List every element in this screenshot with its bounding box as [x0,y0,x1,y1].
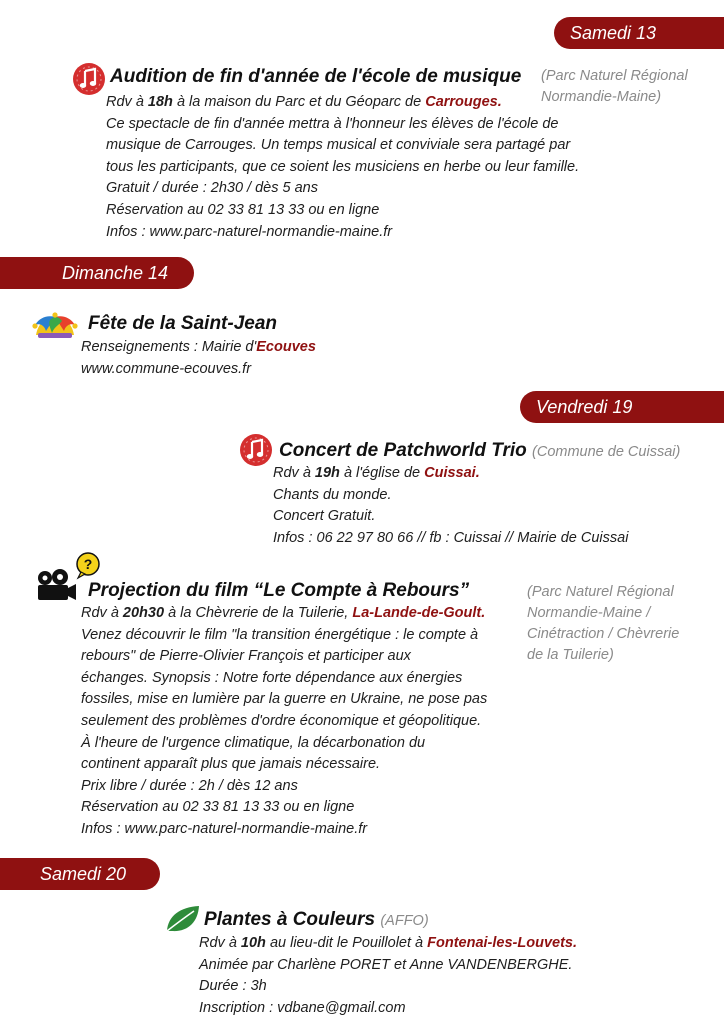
detail-line: musique de Carrouges. Un temps musical et conviviale sera partagé par [106,137,571,154]
rdv-line [273,463,628,485]
organizer-line: (Parc Naturel Régional [541,68,688,84]
website-text: www.commune-ecouves.fr [81,360,252,377]
event-organizer-plantes: (AFFO) [380,913,429,929]
rdv-time: 20h30 [122,605,165,621]
info-line [81,337,316,359]
detail-line: échanges. Synopsis : Notre forte dépendance aux énergies [81,669,463,686]
event-details-saint-jean [81,337,316,380]
event-organizer-projection [527,582,679,666]
detail-line: continent apparaît plus que jamais nécessaire. [81,756,381,773]
detail-line: rebours" de Pierre-Olivier François et participer aux [81,648,411,665]
svg-text:?: ? [83,556,93,572]
event-title-projection: Projection du film “Le Compte à Rebours” [88,580,470,601]
concert-title-text: Concert de Patchworld Trio [279,440,527,461]
event-title-plantes [204,909,429,931]
detail-line: Ce spectacle de fin d'année mettra à l'honneur les élèves de l'école de [106,115,559,132]
jester-hat-icon [32,311,78,346]
detail-line: Chants du monde. [273,486,392,503]
rdv-line [106,92,579,114]
rdv-line [81,603,487,625]
detail-line: seulement des problèmes d'ordre économique et géopolitique. [81,712,482,729]
rdv-time: 10h [240,935,266,951]
detail-line: tous les participants, que ce soient les musiciens en herbe ou leur famille. [106,158,580,175]
rdv-prefix: Rdv à [106,94,148,110]
organizer-line: de la Tuilerie) [527,647,614,663]
organizer-line: (Parc Naturel Régional [527,584,674,600]
detail-line: Durée : 3h [199,978,267,995]
detail-line: Animée par Charlène PORET et Anne VANDENBERGHE. [199,956,573,973]
event-details-audition [106,92,579,243]
rdv-prefix: Rdv à [199,935,241,951]
detail-line: À l'heure de l'urgence climatique, la décarbonation du [81,734,426,751]
event-details-plantes [199,933,577,1019]
event-details-projection [81,603,487,841]
detail-line: Concert Gratuit. [273,508,376,525]
detail-line: Infos : 06 22 97 80 66 // fb : Cuissai // Mairie de Cuissai [273,529,629,546]
organizer-line: Normandie-Maine / [527,605,651,621]
detail-line: Réservation au 02 33 81 13 33 ou en ligne [81,799,355,816]
organizer-line: Normandie-Maine) [541,89,662,105]
event-organizer-concert: (Commune de Cuissai) [532,444,681,460]
info-prefix: Renseignements : Mairie d' [81,339,257,355]
detail-line: Inscription : vdbane@gmail.com [199,999,406,1016]
rdv-place: Cuissai. [424,465,480,481]
detail-line: Venez découvrir le film "la transition énergétique : le compte à [81,626,479,643]
detail-line: Réservation au 02 33 81 13 33 ou en ligne [106,201,380,218]
detail-line: Gratuit / durée : 2h30 / dès 5 ans [106,180,318,197]
detail-line: fossiles, mise en lumière par la guerre en Ukraine, ne pose pas [81,691,488,708]
day-banner-samedi-20: Samedi 20 [0,858,160,890]
event-title-audition: Audition de fin d'année de l'école de musique [110,66,522,87]
rdv-middle: à la maison du Parc et du Géoparc de [172,94,426,110]
rdv-time: 19h [314,465,340,481]
plantes-title-text: Plantes à Couleurs [204,909,376,930]
day-banner-vendredi-19: Vendredi 19 [520,391,724,423]
detail-line: Prix libre / durée : 2h / dès 12 ans [81,777,298,794]
music-note-icon [72,62,106,101]
day-banner-dimanche-14: Dimanche 14 [0,257,194,289]
music-note-icon [239,433,273,472]
rdv-place: Fontenai-les-Louvets. [427,935,577,951]
info-place: Ecouves [256,339,316,355]
detail-line: Infos : www.parc-naturel-normandie-maine.fr [106,223,393,240]
rdv-time: 18h [147,94,173,110]
rdv-prefix: Rdv à [81,605,123,621]
rdv-prefix: Rdv à [273,465,315,481]
rdv-place: Carrouges. [425,94,502,110]
rdv-middle: au lieu-dit le Pouillolet à [265,935,428,951]
leaf-icon [164,904,202,939]
event-details-concert [273,463,628,549]
day-banner-samedi-13: Samedi 13 [554,17,724,49]
rdv-middle: à la Chèvrerie de la Tuilerie, [164,605,353,621]
rdv-line [199,933,577,955]
organizer-line: Cinétraction / Chèvrerie [527,626,680,642]
event-title-concert [279,440,680,462]
rdv-middle: à l'église de [339,465,425,481]
event-title-saint-jean: Fête de la Saint-Jean [88,313,278,334]
rdv-place: La-Lande-de-Goult. [352,605,486,621]
detail-line: Infos : www.parc-naturel-normandie-maine.fr [81,820,368,837]
